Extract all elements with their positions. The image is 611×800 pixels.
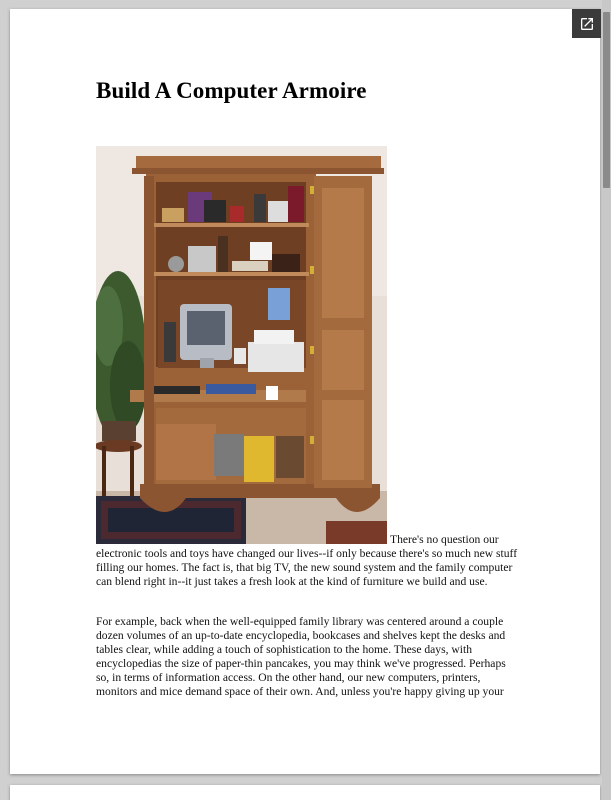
paragraph-intro: There's no question our electronic tools and toys have changed our lives--if only because there's so much new stuff filling our homes. The fact is, that big TV, the new sound system and the family computer can blend right in--it just takes a fresh look at the kind of furniture we build and use. xyxy=(96,533,518,588)
open-in-new-icon xyxy=(579,16,595,32)
document-title: Build A Computer Armoire xyxy=(96,78,367,103)
scrollbar-thumb[interactable] xyxy=(603,12,610,188)
popout-button[interactable] xyxy=(572,9,601,38)
next-page-edge xyxy=(10,785,600,800)
document-page xyxy=(10,9,600,774)
paragraph-example: For example, back when the well-equipped family library was centered around a couple dozen volumes of an up-to-date encyclopedia, bookcases and shelves kept the desks and tables clear, while adding a touch of sophistication to the home. These days, with encyclopedias the size of paper-thin pancakes, you may think we've progressed. Perhaps so, in terms of information access. On the other hand, our new computers, printers, monitors and mice demand space of their own. And, unless you're happy giving up your xyxy=(96,615,506,698)
vertical-scrollbar[interactable] xyxy=(602,0,611,800)
armoire-photo xyxy=(96,146,387,544)
